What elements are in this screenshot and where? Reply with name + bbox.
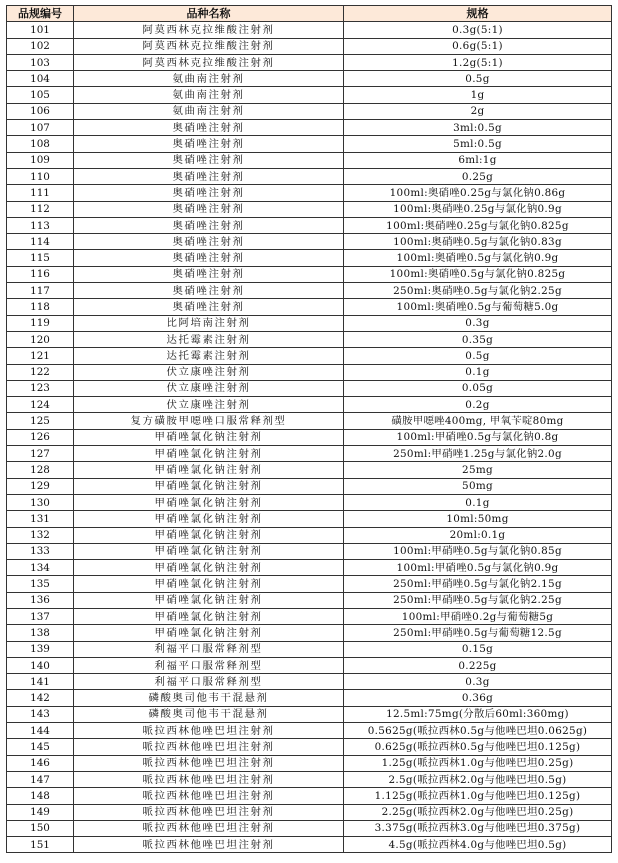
cell-code: 145 [7,739,74,755]
cell-name: 比阿培南注射剂 [74,315,344,331]
table-row [7,494,612,510]
cell-name: 甲硝唑氯化钠注射剂 [74,608,344,624]
table-row [7,283,612,299]
cell-code: 140 [7,657,74,673]
table-row [7,837,612,853]
cell-code: 129 [7,478,74,494]
cell-name: 甲硝唑氯化钠注射剂 [74,511,344,527]
cell-code: 121 [7,348,74,364]
cell-code: 113 [7,217,74,233]
cell-code: 124 [7,397,74,413]
cell-name: 哌拉西林他唑巴坦注射剂 [74,771,344,787]
cell-spec: 20ml:0.1g [344,527,612,543]
table-row [7,462,612,478]
cell-spec: 100ml:奥硝唑0.5g与氯化钠0.825g [344,266,612,282]
cell-name: 甲硝唑氯化钠注射剂 [74,494,344,510]
table-row [7,71,612,87]
cell-name: 奥硝唑注射剂 [74,120,344,136]
cell-name: 奥硝唑注射剂 [74,152,344,168]
cell-code: 131 [7,511,74,527]
cell-spec: 100ml:奥硝唑0.25g与氯化钠0.825g [344,217,612,233]
cell-code: 106 [7,103,74,119]
header-spec: 规格 [344,6,612,22]
table-row [7,234,612,250]
cell-code: 146 [7,755,74,771]
cell-spec: 0.6g(5:1) [344,38,612,54]
cell-code: 149 [7,804,74,820]
header-code: 品规编号 [7,6,74,22]
table-row [7,739,612,755]
cell-code: 151 [7,837,74,853]
cell-name: 奥硝唑注射剂 [74,283,344,299]
cell-name: 氨曲南注射剂 [74,103,344,119]
cell-spec: 0.05g [344,380,612,396]
cell-code: 104 [7,71,74,87]
table-row [7,527,612,543]
table-row [7,592,612,608]
table-row [7,331,612,347]
table-row [7,429,612,445]
header-name: 品种名称 [74,6,344,22]
cell-spec: 100ml:奥硝唑0.25g与氯化钠0.9g [344,201,612,217]
table-row [7,413,612,429]
table-row [7,103,612,119]
cell-name: 氨曲南注射剂 [74,71,344,87]
cell-code: 147 [7,771,74,787]
table-row [7,511,612,527]
cell-spec: 250ml:奥硝唑0.5g与氯化钠2.25g [344,283,612,299]
cell-code: 136 [7,592,74,608]
cell-code: 109 [7,152,74,168]
table-row [7,690,612,706]
table-row [7,217,612,233]
cell-name: 奥硝唑注射剂 [74,201,344,217]
cell-name: 甲硝唑氯化钠注射剂 [74,625,344,641]
cell-spec: 100ml:甲硝唑0.5g与氯化钠0.9g [344,560,612,576]
table-row [7,136,612,152]
cell-code: 148 [7,788,74,804]
table-row [7,397,612,413]
cell-name: 哌拉西林他唑巴坦注射剂 [74,788,344,804]
cell-name: 达托霉素注射剂 [74,348,344,364]
cell-spec: 2.5g(哌拉西林2.0g与他唑巴坦0.5g) [344,771,612,787]
table-row [7,152,612,168]
cell-code: 101 [7,22,74,38]
cell-code: 139 [7,641,74,657]
cell-name: 奥硝唑注射剂 [74,168,344,184]
cell-spec: 0.2g [344,397,612,413]
table-row [7,788,612,804]
cell-spec: 100ml:甲硝唑0.5g与氯化钠0.85g [344,543,612,559]
cell-code: 112 [7,201,74,217]
table-row [7,120,612,136]
cell-spec: 0.1g [344,364,612,380]
cell-code: 125 [7,413,74,429]
cell-spec: 0.5625g(哌拉西林0.5g与他唑巴坦0.0625g) [344,723,612,739]
cell-code: 115 [7,250,74,266]
cell-name: 伏立康唑注射剂 [74,397,344,413]
cell-name: 哌拉西林他唑巴坦注射剂 [74,804,344,820]
cell-code: 111 [7,185,74,201]
cell-name: 利福平口服常释剂型 [74,657,344,673]
cell-spec: 100ml:奥硝唑0.25g与氯化钠0.86g [344,185,612,201]
cell-code: 108 [7,136,74,152]
cell-spec: 0.1g [344,494,612,510]
cell-name: 利福平口服常释剂型 [74,641,344,657]
cell-code: 142 [7,690,74,706]
cell-code: 127 [7,446,74,462]
cell-spec: 1.25g(哌拉西林1.0g与他唑巴坦0.25g) [344,755,612,771]
cell-code: 144 [7,723,74,739]
cell-name: 哌拉西林他唑巴坦注射剂 [74,739,344,755]
cell-code: 141 [7,674,74,690]
cell-name: 阿莫西林克拉维酸注射剂 [74,22,344,38]
cell-spec: 0.3g [344,674,612,690]
cell-spec: 1.125g(哌拉西林1.0g与他唑巴坦0.125g) [344,788,612,804]
cell-name: 哌拉西林他唑巴坦注射剂 [74,755,344,771]
table-row [7,723,612,739]
cell-name: 奥硝唑注射剂 [74,136,344,152]
cell-name: 利福平口服常释剂型 [74,674,344,690]
cell-name: 甲硝唑氯化钠注射剂 [74,543,344,559]
cell-code: 137 [7,608,74,624]
cell-name: 甲硝唑氯化钠注射剂 [74,560,344,576]
cell-spec: 25mg [344,462,612,478]
cell-spec: 0.25g [344,168,612,184]
cell-spec: 100ml:奥硝唑0.5g与氯化钠0.9g [344,250,612,266]
cell-name: 甲硝唑氯化钠注射剂 [74,446,344,462]
cell-name: 奥硝唑注射剂 [74,250,344,266]
table-row [7,755,612,771]
cell-name: 奥硝唑注射剂 [74,266,344,282]
cell-code: 122 [7,364,74,380]
cell-name: 奥硝唑注射剂 [74,299,344,315]
table-row [7,608,612,624]
cell-name: 甲硝唑氯化钠注射剂 [74,592,344,608]
table-row [7,185,612,201]
cell-name: 甲硝唑氯化钠注射剂 [74,576,344,592]
cell-spec: 0.5g [344,71,612,87]
cell-code: 114 [7,234,74,250]
cell-code: 123 [7,380,74,396]
cell-code: 134 [7,560,74,576]
cell-spec: 100ml:奥硝唑0.5g与氯化钠0.83g [344,234,612,250]
cell-code: 138 [7,625,74,641]
table-row [7,201,612,217]
cell-code: 107 [7,120,74,136]
table-row [7,446,612,462]
cell-spec: 100ml:甲硝唑0.2g与葡萄糖5g [344,608,612,624]
cell-name: 达托霉素注射剂 [74,331,344,347]
cell-name: 磷酸奥司他韦干混悬剂 [74,706,344,722]
cell-name: 伏立康唑注射剂 [74,380,344,396]
cell-spec: 250ml:甲硝唑1.25g与氯化钠2.0g [344,446,612,462]
cell-code: 117 [7,283,74,299]
table-row [7,168,612,184]
table-row [7,706,612,722]
cell-spec: 1g [344,87,612,103]
cell-name: 奥硝唑注射剂 [74,185,344,201]
cell-name: 奥硝唑注射剂 [74,234,344,250]
cell-spec: 50mg [344,478,612,494]
cell-code: 116 [7,266,74,282]
table-body [7,22,612,853]
cell-spec: 2g [344,103,612,119]
table-row [7,625,612,641]
table-row [7,771,612,787]
table-row [7,380,612,396]
cell-spec: 0.3g [344,315,612,331]
cell-name: 氨曲南注射剂 [74,87,344,103]
cell-name: 奥硝唑注射剂 [74,217,344,233]
table-row [7,543,612,559]
cell-spec: 1.2g(5:1) [344,54,612,70]
cell-code: 128 [7,462,74,478]
cell-spec: 5ml:0.5g [344,136,612,152]
cell-name: 磷酸奥司他韦干混悬剂 [74,690,344,706]
cell-spec: 250ml:甲硝唑0.5g与葡萄糖12.5g [344,625,612,641]
cell-name: 阿莫西林克拉维酸注射剂 [74,54,344,70]
cell-code: 102 [7,38,74,54]
cell-spec: 3.375g(哌拉西林3.0g与他唑巴坦0.375g) [344,820,612,836]
cell-code: 118 [7,299,74,315]
header-row [7,6,612,22]
cell-spec: 10ml:50mg [344,511,612,527]
cell-code: 143 [7,706,74,722]
cell-spec: 2.25g(哌拉西林2.0g与他唑巴坦0.25g) [344,804,612,820]
cell-name: 阿莫西林克拉维酸注射剂 [74,38,344,54]
cell-spec: 4.5g(哌拉西林4.0g与他唑巴坦0.5g) [344,837,612,853]
cell-spec: 0.3g(5:1) [344,22,612,38]
cell-code: 126 [7,429,74,445]
cell-spec: 12.5ml:75mg(分散后60ml:360mg) [344,706,612,722]
cell-spec: 0.35g [344,331,612,347]
cell-code: 133 [7,543,74,559]
cell-spec: 3ml:0.5g [344,120,612,136]
cell-spec: 250ml:甲硝唑0.5g与氯化钠2.15g [344,576,612,592]
cell-spec: 100ml:奥硝唑0.5g与葡萄糖5.0g [344,299,612,315]
table-row [7,478,612,494]
cell-code: 119 [7,315,74,331]
table-row [7,299,612,315]
table-row [7,266,612,282]
cell-spec: 0.15g [344,641,612,657]
cell-spec: 0.5g [344,348,612,364]
table-row [7,38,612,54]
cell-name: 甲硝唑氯化钠注射剂 [74,527,344,543]
cell-name: 甲硝唑氯化钠注射剂 [74,462,344,478]
cell-code: 120 [7,331,74,347]
drug-spec-table [6,5,612,853]
cell-spec: 磺胺甲噁唑400mg, 甲氧苄啶80mg [344,413,612,429]
table-row [7,641,612,657]
table-row [7,657,612,673]
cell-spec: 0.225g [344,657,612,673]
cell-name: 复方磺胺甲噁唑口服常释剂型 [74,413,344,429]
cell-code: 130 [7,494,74,510]
cell-code: 110 [7,168,74,184]
table-row [7,576,612,592]
cell-name: 哌拉西林他唑巴坦注射剂 [74,820,344,836]
cell-name: 甲硝唑氯化钠注射剂 [74,429,344,445]
table-row [7,250,612,266]
table-row [7,820,612,836]
table-row [7,804,612,820]
table-row [7,674,612,690]
table-row [7,348,612,364]
cell-code: 103 [7,54,74,70]
cell-name: 哌拉西林他唑巴坦注射剂 [74,837,344,853]
cell-code: 132 [7,527,74,543]
cell-spec: 0.625g(哌拉西林0.5g与他唑巴坦0.125g) [344,739,612,755]
cell-code: 105 [7,87,74,103]
cell-spec: 250ml:甲硝唑0.5g与氯化钠2.25g [344,592,612,608]
cell-name: 甲硝唑氯化钠注射剂 [74,478,344,494]
table-row [7,87,612,103]
table-row [7,22,612,38]
table-row [7,315,612,331]
cell-spec: 6ml:1g [344,152,612,168]
cell-code: 150 [7,820,74,836]
table-row [7,560,612,576]
table-row [7,54,612,70]
cell-name: 哌拉西林他唑巴坦注射剂 [74,723,344,739]
cell-spec: 100ml:甲硝唑0.5g与氯化钠0.8g [344,429,612,445]
table-row [7,364,612,380]
cell-spec: 0.36g [344,690,612,706]
cell-name: 伏立康唑注射剂 [74,364,344,380]
cell-code: 135 [7,576,74,592]
